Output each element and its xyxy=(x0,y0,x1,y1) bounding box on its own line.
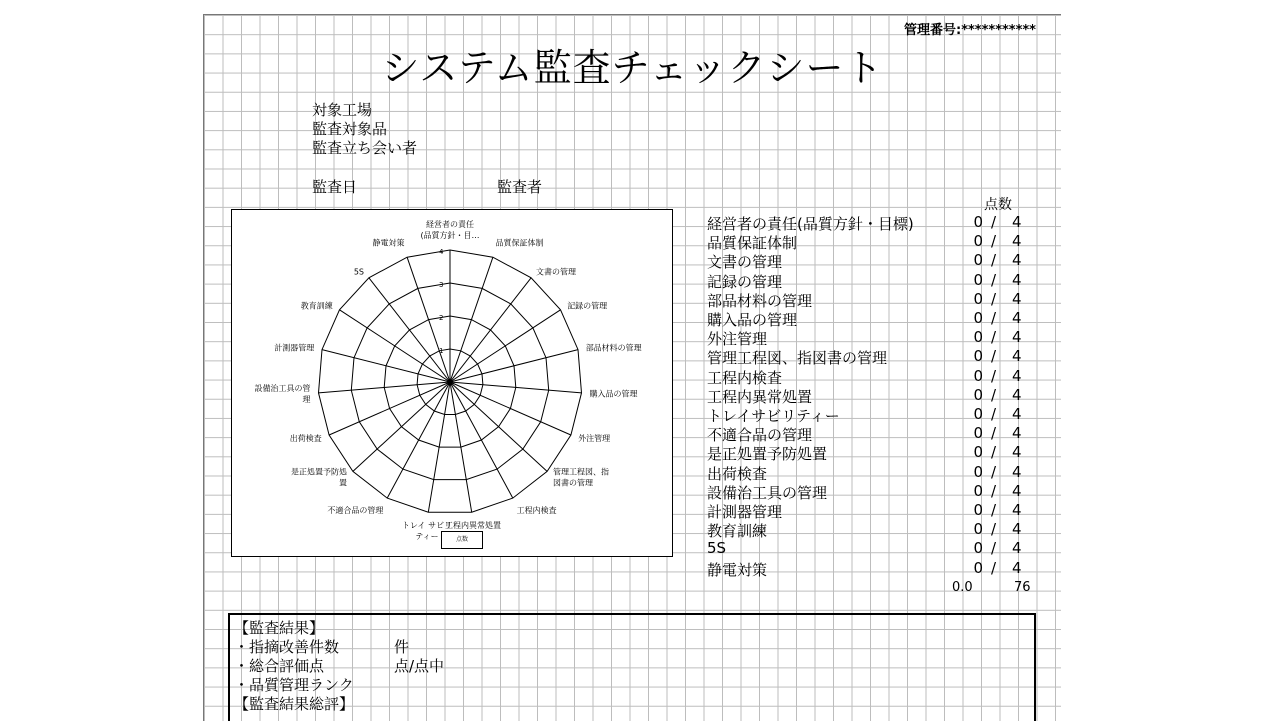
score-slash: / xyxy=(991,232,997,251)
score-item-name: 経営者の責任(品質方針・目標) xyxy=(707,215,914,233)
score-value: 0 xyxy=(973,328,983,347)
score-row xyxy=(707,405,1037,424)
score-row xyxy=(707,386,1037,405)
score-item-name: 静電対策 xyxy=(707,560,768,579)
page-title: システム監査チェックシート xyxy=(381,46,884,90)
score-row xyxy=(707,213,1037,232)
score-row xyxy=(707,309,1037,328)
score-item-name: 工程内異常処置 xyxy=(707,387,813,406)
radar-axis-label: トレイ サビリティー xyxy=(401,521,453,542)
score-value: 0 xyxy=(973,289,983,308)
radar-spoke xyxy=(450,382,571,435)
radar-axis-label: 設備治工具の管理 xyxy=(254,384,311,405)
score-value: 0 xyxy=(973,501,983,519)
radar-point xyxy=(447,379,452,384)
radar-axis-label: 是正処置予防処置 xyxy=(291,467,347,488)
audit-date-label: 監査日 xyxy=(312,178,358,196)
score-slash: / xyxy=(991,213,997,231)
radar-chart xyxy=(231,209,673,557)
score-row xyxy=(707,347,1037,366)
score-row xyxy=(707,290,1037,309)
score-max: 4 xyxy=(1012,309,1022,327)
radar-spoke xyxy=(450,350,578,382)
radar-axis-label: 管理工程図、指図書の管理 xyxy=(553,467,609,488)
audit-results-box xyxy=(228,613,1036,721)
score-row xyxy=(707,482,1037,501)
radar-tick-label: 3 xyxy=(439,281,444,289)
score-item-name: トレイサビリティー xyxy=(707,407,840,425)
score-value: 0 xyxy=(973,251,983,270)
score-row xyxy=(707,463,1037,482)
score-max: 4 xyxy=(1012,501,1022,519)
evaluation-label: ・総合評価点 xyxy=(234,657,325,675)
score-item-name: 設備治工具の管理 xyxy=(707,483,828,502)
score-slash: / xyxy=(991,481,997,500)
score-value: 0 xyxy=(973,213,983,231)
radar-axis-label: 外注管理 xyxy=(578,434,611,444)
radar-axis-label: 購入品の管理 xyxy=(589,389,638,399)
score-header: 点数 xyxy=(984,197,1012,213)
score-slash: / xyxy=(991,309,997,327)
score-slash: / xyxy=(991,558,997,577)
score-max: 4 xyxy=(1012,213,1022,231)
radar-axis-label: 教育訓練 xyxy=(300,301,333,311)
score-value: 0 xyxy=(973,443,983,462)
radar-axis-label: 品質保証体制 xyxy=(495,238,544,248)
score-slash: / xyxy=(991,289,997,308)
findings-value: 件 xyxy=(394,638,410,656)
score-slash: / xyxy=(991,424,997,443)
score-item-name: 品質保証体制 xyxy=(707,234,798,253)
score-item-name: 教育訓練 xyxy=(707,522,768,541)
score-row xyxy=(707,328,1037,347)
score-row xyxy=(707,443,1037,462)
score-slash: / xyxy=(991,405,997,423)
summary-heading: 【監査結果総評】 xyxy=(234,695,355,713)
radar-tick-label: 4 xyxy=(439,248,444,256)
score-value: 0 xyxy=(973,385,983,404)
score-row xyxy=(707,424,1037,443)
evaluation-value: 点/点中 xyxy=(394,657,445,675)
score-slash: / xyxy=(991,366,997,385)
score-max: 4 xyxy=(1012,232,1022,251)
check-sheet xyxy=(203,14,1061,721)
score-value: 0 xyxy=(973,309,983,327)
score-item-name: 管理工程図、指図書の管理 xyxy=(707,349,888,368)
radar-axis-label: 工程内異常処置 xyxy=(445,521,501,531)
score-item-name: 計測器管理 xyxy=(707,503,783,521)
score-item-name: 是正処置予防処置 xyxy=(707,445,828,464)
score-max: 4 xyxy=(1012,251,1022,270)
score-row xyxy=(707,367,1037,386)
radar-chart-svg xyxy=(232,210,672,556)
score-item-name: 工程内検査 xyxy=(707,368,783,387)
score-max: 4 xyxy=(1012,539,1022,558)
radar-tick-label: 1 xyxy=(439,347,444,355)
score-item-name: 部品材料の管理 xyxy=(707,291,813,310)
score-slash: / xyxy=(991,501,997,519)
audit-item-label: 監査対象品 xyxy=(312,120,388,138)
score-row xyxy=(707,501,1037,520)
attendee-label: 監査立ち会い者 xyxy=(312,139,418,157)
score-slash: / xyxy=(991,520,997,539)
radar-axis-label: 静電対策 xyxy=(372,238,405,248)
score-value: 0 xyxy=(973,481,983,500)
score-value: 0 xyxy=(973,462,983,481)
findings-label: ・指摘改善件数 xyxy=(234,638,340,656)
radar-spoke xyxy=(450,382,547,471)
score-max: 4 xyxy=(1012,462,1022,481)
radar-spoke xyxy=(322,350,450,382)
score-max: 4 xyxy=(1012,270,1022,289)
score-max: 4 xyxy=(1012,481,1022,500)
radar-axis-label: 5S xyxy=(353,267,364,277)
radar-spoke xyxy=(407,257,450,382)
radar-spoke xyxy=(329,382,450,435)
score-slash: / xyxy=(991,462,997,481)
score-max: 4 xyxy=(1012,328,1022,347)
total-score: 0.0 xyxy=(952,580,973,595)
score-max: 4 xyxy=(1012,289,1022,308)
score-row xyxy=(707,232,1037,251)
score-max: 4 xyxy=(1012,424,1022,443)
score-value: 0 xyxy=(973,539,983,558)
results-heading: 【監査結果】 xyxy=(234,619,325,637)
score-item-name: 外注管理 xyxy=(707,330,768,349)
radar-axis-label: 記録の管理 xyxy=(567,301,608,311)
radar-axis-label: 不適合品の管理 xyxy=(327,506,384,516)
management-number: 管理番号:*********** xyxy=(904,23,1036,38)
score-slash: / xyxy=(991,347,997,366)
score-row xyxy=(707,251,1037,270)
radar-axis-label: 文書の管理 xyxy=(536,267,576,277)
auditor-label: 監査者 xyxy=(497,178,543,196)
score-value: 0 xyxy=(973,405,983,423)
score-row xyxy=(707,559,1037,578)
radar-axis-label: 工程内検査 xyxy=(516,506,557,516)
score-max: 4 xyxy=(1012,405,1022,423)
score-max: 4 xyxy=(1012,385,1022,404)
score-max: 4 xyxy=(1012,520,1022,539)
radar-axis-label: 出荷検査 xyxy=(289,434,322,444)
score-item-name: 文書の管理 xyxy=(707,253,783,272)
radar-spoke xyxy=(340,310,451,382)
score-value: 0 xyxy=(973,347,983,366)
score-item-name: 5S xyxy=(707,539,727,558)
score-slash: / xyxy=(991,385,997,404)
score-max: 4 xyxy=(1012,558,1022,577)
radar-axis-label: 計測器管理 xyxy=(274,343,315,353)
score-row xyxy=(707,520,1037,539)
radar-axis-label: 経営者の責任(品質方針・目… xyxy=(420,220,480,240)
score-max: 4 xyxy=(1012,347,1022,366)
score-value: 0 xyxy=(973,520,983,539)
score-value: 0 xyxy=(973,270,983,289)
score-value: 0 xyxy=(973,366,983,385)
radar-axis-label: 部品材料の管理 xyxy=(585,343,642,353)
score-max: 4 xyxy=(1012,366,1022,385)
score-value: 0 xyxy=(973,424,983,443)
score-slash: / xyxy=(991,328,997,347)
score-value: 0 xyxy=(973,558,983,577)
rank-label: ・品質管理ランク xyxy=(234,676,354,694)
score-slash: / xyxy=(991,443,997,462)
radar-spoke xyxy=(353,382,450,471)
radar-spoke xyxy=(450,257,493,382)
score-row xyxy=(707,271,1037,290)
radar-spoke xyxy=(450,310,561,382)
score-slash: / xyxy=(991,270,997,289)
score-max: 4 xyxy=(1012,443,1022,462)
score-slash: / xyxy=(991,539,997,558)
score-slash: / xyxy=(991,251,997,270)
total-max: 76 xyxy=(1014,580,1031,595)
score-value: 0 xyxy=(973,232,983,251)
score-row xyxy=(707,539,1037,558)
score-item-name: 購入品の管理 xyxy=(707,311,798,329)
target-factory-label: 対象工場 xyxy=(312,101,373,119)
score-item-name: 不適合品の管理 xyxy=(707,426,813,445)
score-item-name: 出荷検査 xyxy=(707,464,768,483)
chart-legend: 点数 xyxy=(441,531,483,549)
radar-tick-label: 2 xyxy=(439,314,444,322)
score-item-name: 記録の管理 xyxy=(707,272,783,291)
